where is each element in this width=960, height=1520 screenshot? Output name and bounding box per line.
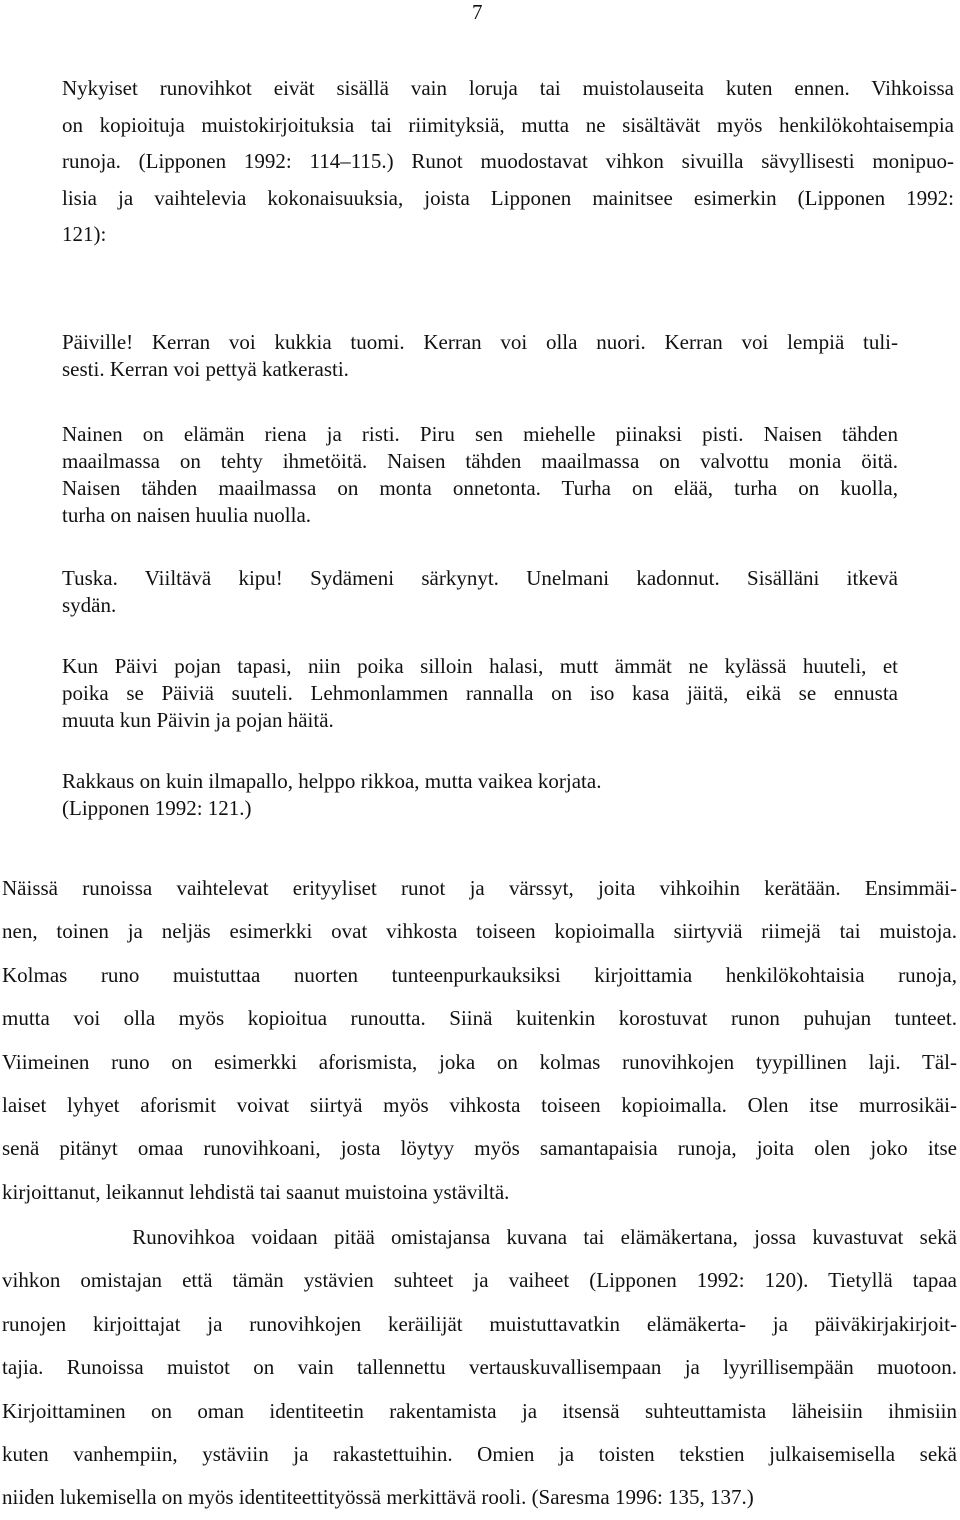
text-line: Runovihkoa voidaan pitää omistajansa kuvana tai elämäkertana, jossa kuvastuvat sekä [2,1225,957,1249]
body-paragraph-2 [2,1216,957,1520]
text-line: lisia ja vaihtelevia kokonaisuuksia, joista Lipponen mainitsee esimerkin (Lipponen 1992: [62,185,954,210]
text-line: kuten vanhempiin, ystäviin ja rakastettuihin. Omien ja toisten tekstien julkaisemisella sekä [2,1442,957,1467]
body-paragraph-1 [2,867,957,1214]
text-line: Näissä runoissa vaihtelevat erityyliset runot ja värssyt, joita vihkoihin kerätään. Ensimmäi- [2,876,957,900]
text-line: 121): [62,222,107,246]
intro-paragraph [62,70,954,253]
text-line: laiset lyhyet aforismit voivat siirtyä myös vihkosta toiseen kopioimalla. Olen itse murrosikäi- [2,1093,957,1118]
quote-line: muuta kun Päivin ja pojan häitä. [62,708,334,732]
quote-line: Naisen tähden maailmassa on monta onnetonta. Turha on elää, turha on kuolla, [62,476,898,500]
text-line: runojen kirjoittajat ja runovihkojen keräilijät muistuttavatkin elämäkerta- ja päiväkirjakirjoit- [2,1311,957,1336]
quote-line: Kun Päivi pojan tapasi, niin poika silloin halasi, mutt ämmät ne kylässä huuteli, et [62,654,898,678]
poem-quote-4 [62,653,898,734]
quote-line: poika se Päiviä suuteli. Lehmonlammen rannalla on iso kasa jäitä, eikä se ennusta [62,681,898,705]
poem-quote-2 [62,421,898,529]
citation: (Lipponen 1992: 121.) [62,796,252,820]
poem-quote-3 [62,565,898,619]
text-line: Viimeinen runo on esimerkki aforismista, joka on kolmas runovihkojen tyypillinen laji. Täl- [2,1049,957,1074]
text-line: tajia. Runoissa muistot on vain tallennettu vertauskuvallisempaan ja lyyrillisempään muotoon. [2,1355,957,1380]
quote-line: sesti. Kerran voi pettyä katkerasti. [62,357,349,381]
text-line: runoja. (Lipponen 1992: 114–115.) Runot muodostavat vihkon sivuilla sävyllisesti monipuo- [62,149,954,173]
quote-line: sydän. [62,593,117,617]
quote-line: turha on naisen huulia nuolla. [62,503,312,527]
text-line: nen, toinen ja neljäs esimerkki ovat vihkosta toiseen kopioimalla siirtyviä riimejä tai muistoja. [2,919,957,944]
quote-line: Rakkaus on kuin ilmapallo, helppo rikkoa, mutta vaikea korjata. [62,769,602,793]
text-line: kirjoittanut, leikannut lehdistä tai saanut muistoina ystäviltä. [2,1179,510,1204]
page-number: 7 [472,0,483,24]
text-line: Kirjoittaminen on oman identiteetin rakentamista ja itsensä suhteuttamista läheisiin ihmisiin [2,1398,957,1423]
poem-quote-5 [62,768,898,822]
poem-quote-1 [62,329,898,383]
text-line: senä pitänyt omaa runovihkoani, josta löytyy myös samantapaisia runoja, joita olen joko itse [2,1136,957,1161]
quote-line: maailmassa on tehty ihmetöitä. Naisen tähden maailmassa on valvottu monia öitä. [62,449,898,473]
quote-line: Tuska. Viiltävä kipu! Sydämeni särkynyt. Unelmani kadonnut. Sisälläni itkevä [62,566,898,590]
text-line: vihkon omistajan että tämän ystävien suhteet ja vaiheet (Lipponen 1992: 120). Tietyllä tapaa [2,1268,957,1293]
quote-line: Nainen on elämän riena ja risti. Piru sen miehelle piinaksi pisti. Naisen tähden [62,422,898,446]
text-line: mutta voi olla myös kopioitua runoutta. Siinä kuitenkin korostuvat runon puhujan tunteet. [2,1006,957,1031]
text-line: Kolmas runo muistuttaa nuorten tunteenpurkauksiksi kirjoittamia henkilökohtaisia runoja, [2,962,957,987]
text-line: on kopioituja muistokirjoituksia tai riimityksiä, mutta ne sisältävät myös henkilökohtaisempia [62,112,954,137]
text-line: niiden lukemisella on myös identiteettityössä merkittävä rooli. (Saresma 1996: 135, 137.) [2,1485,754,1510]
quote-line: Päiville! Kerran voi kukkia tuomi. Kerran voi olla nuori. Kerran voi lempiä tuli- [62,330,898,354]
text-line: Nykyiset runovihkot eivät sisällä vain loruja tai muistolauseita kuten ennen. Vihkoissa [62,76,954,100]
